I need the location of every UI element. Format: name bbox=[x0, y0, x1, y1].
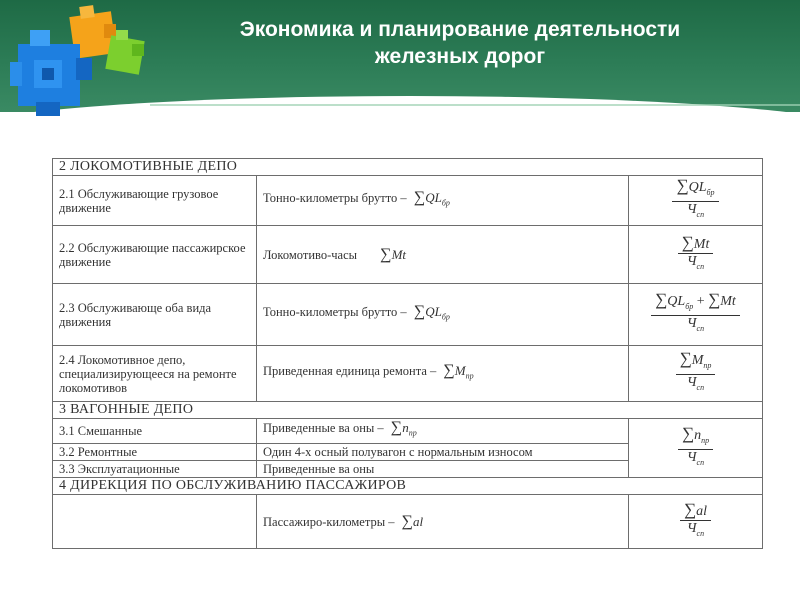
row-label: 2.3 Обслуживающе оба вида движения bbox=[53, 284, 257, 346]
row-label bbox=[53, 495, 257, 549]
sigma-symbol: ∑ bbox=[413, 188, 426, 206]
formula-sub: бр bbox=[441, 198, 450, 208]
ratio-formula bbox=[629, 226, 763, 284]
sigma-symbol: ∑ bbox=[681, 232, 694, 252]
ratio-formula bbox=[629, 419, 763, 478]
formula-var: QL bbox=[425, 189, 442, 205]
section-title: 2 ЛОКОМОТИВНЫЕ ДЕПО bbox=[53, 159, 763, 176]
formula-var: Ч bbox=[686, 449, 697, 465]
row-measure: Приведенные ва оны bbox=[257, 461, 629, 478]
measure-text: Приведенная единица ремонта – bbox=[263, 363, 437, 378]
row-measure bbox=[257, 419, 629, 444]
formula-var: al bbox=[413, 513, 424, 529]
slide-title-line1: Экономика и планирование деятельности bbox=[239, 18, 681, 41]
formula-var: M bbox=[691, 353, 704, 369]
sigma-symbol: ∑ bbox=[401, 512, 414, 530]
header-divider-line bbox=[150, 104, 800, 106]
formula-var: al bbox=[696, 503, 708, 519]
section-title: 4 ДИРЕКЦИЯ ПО ОБСЛУЖИВАНИЮ ПАССАЖИРОВ bbox=[53, 478, 763, 495]
sigma-symbol: ∑ bbox=[380, 245, 392, 263]
formula-sub: бр bbox=[441, 312, 450, 322]
formula-var: Mt bbox=[720, 294, 736, 310]
formula-sub: пр bbox=[465, 371, 474, 381]
sigma-symbol: ∑ bbox=[443, 361, 455, 379]
table-row bbox=[53, 495, 763, 549]
section-row bbox=[53, 402, 763, 419]
formula-var: Ч bbox=[686, 375, 697, 390]
ratio-formula bbox=[629, 176, 763, 226]
formula-sub: пр bbox=[703, 361, 712, 370]
formula-var: n bbox=[402, 420, 409, 436]
measure-text: Тонно-километры брутто – bbox=[263, 304, 407, 319]
section-title: 3 ВАГОННЫЕ ДЕПО bbox=[53, 402, 763, 419]
formula-var: QL bbox=[688, 180, 707, 196]
row-label: 3.3 Эксплуатационные bbox=[53, 461, 257, 478]
table-row bbox=[53, 346, 763, 402]
sigma-symbol: ∑ bbox=[684, 499, 697, 519]
formula-var: QL bbox=[667, 294, 686, 310]
sigma-symbol: ∑ bbox=[655, 290, 668, 310]
row-label: 2.4 Локомотивное депо, специализирующееся на ремонте локомотивов bbox=[53, 346, 257, 402]
measure-text: Приведенные ва оны – bbox=[263, 421, 384, 436]
ratio-formula bbox=[629, 495, 763, 549]
measure-text: Тонно-километры брутто – bbox=[263, 190, 407, 205]
table-row bbox=[53, 284, 763, 346]
ratio-formula bbox=[629, 284, 763, 346]
row-label: 3.1 Смешанные bbox=[53, 419, 257, 444]
formula-sub: бр bbox=[706, 188, 715, 197]
measure-text: Пассажиро-километры – bbox=[263, 514, 395, 529]
formula-var: Mt bbox=[391, 246, 407, 262]
measure-text: Локомотиво-часы bbox=[263, 247, 358, 262]
row-label: 3.2 Ремонтные bbox=[53, 444, 257, 461]
formula-sub: сп bbox=[696, 382, 705, 392]
table-row bbox=[53, 226, 763, 284]
formula-var: Ч bbox=[686, 202, 697, 217]
row-measure bbox=[257, 226, 629, 284]
row-measure bbox=[257, 495, 629, 549]
sigma-symbol: ∑ bbox=[413, 302, 426, 320]
slide-title-line2: железных дорог bbox=[374, 45, 546, 68]
formula-var: n bbox=[694, 427, 702, 443]
sigma-symbol: ∑ bbox=[390, 419, 403, 437]
row-label: 2.1 Обслуживающие грузовое движение bbox=[53, 176, 257, 226]
formula-sub: сп bbox=[696, 209, 705, 219]
measure-formula bbox=[402, 514, 424, 529]
formula-sub: сп bbox=[696, 323, 705, 333]
green-cube-icon bbox=[105, 30, 144, 75]
measure-formula bbox=[413, 302, 450, 322]
formula-sub: сп bbox=[696, 457, 705, 467]
sigma-symbol: ∑ bbox=[708, 290, 721, 310]
formula-sub: бр bbox=[685, 302, 694, 311]
plus-sign: + bbox=[696, 294, 705, 310]
puzzle-cubes-logo bbox=[0, 0, 160, 130]
formula-var: Mt bbox=[693, 236, 710, 252]
measure-formula bbox=[413, 188, 450, 208]
ratio-formula bbox=[629, 346, 763, 402]
formula-sub: сп bbox=[696, 528, 705, 538]
depot-measures-table bbox=[52, 158, 763, 549]
row-measure bbox=[257, 284, 629, 346]
sigma-symbol: ∑ bbox=[679, 349, 692, 369]
measure-formula bbox=[443, 361, 474, 381]
row-label: 2.2 Обслуживающие пассажирское движение bbox=[53, 226, 257, 284]
row-measure bbox=[257, 176, 629, 226]
formula-sub: пр bbox=[701, 435, 710, 445]
formula-var: Ч bbox=[686, 316, 697, 331]
sigma-symbol: ∑ bbox=[676, 176, 689, 196]
sigma-symbol: ∑ bbox=[681, 423, 695, 443]
section-row bbox=[53, 478, 763, 495]
row-measure bbox=[257, 346, 629, 402]
section-row bbox=[53, 159, 763, 176]
formula-sub: пр bbox=[408, 428, 417, 438]
formula-var: Ч bbox=[686, 253, 697, 269]
formula-var: Ч bbox=[686, 520, 697, 536]
formula-sub: сп bbox=[696, 261, 705, 271]
row-measure: Один 4-х осный полувагон с нормальным износом bbox=[257, 444, 629, 461]
measure-formula bbox=[390, 419, 417, 438]
table-row bbox=[53, 419, 763, 444]
table-row bbox=[53, 176, 763, 226]
measure-formula bbox=[380, 247, 406, 262]
slide-title bbox=[160, 16, 760, 70]
formula-var: M bbox=[454, 362, 466, 378]
formula-var: QL bbox=[425, 303, 442, 319]
